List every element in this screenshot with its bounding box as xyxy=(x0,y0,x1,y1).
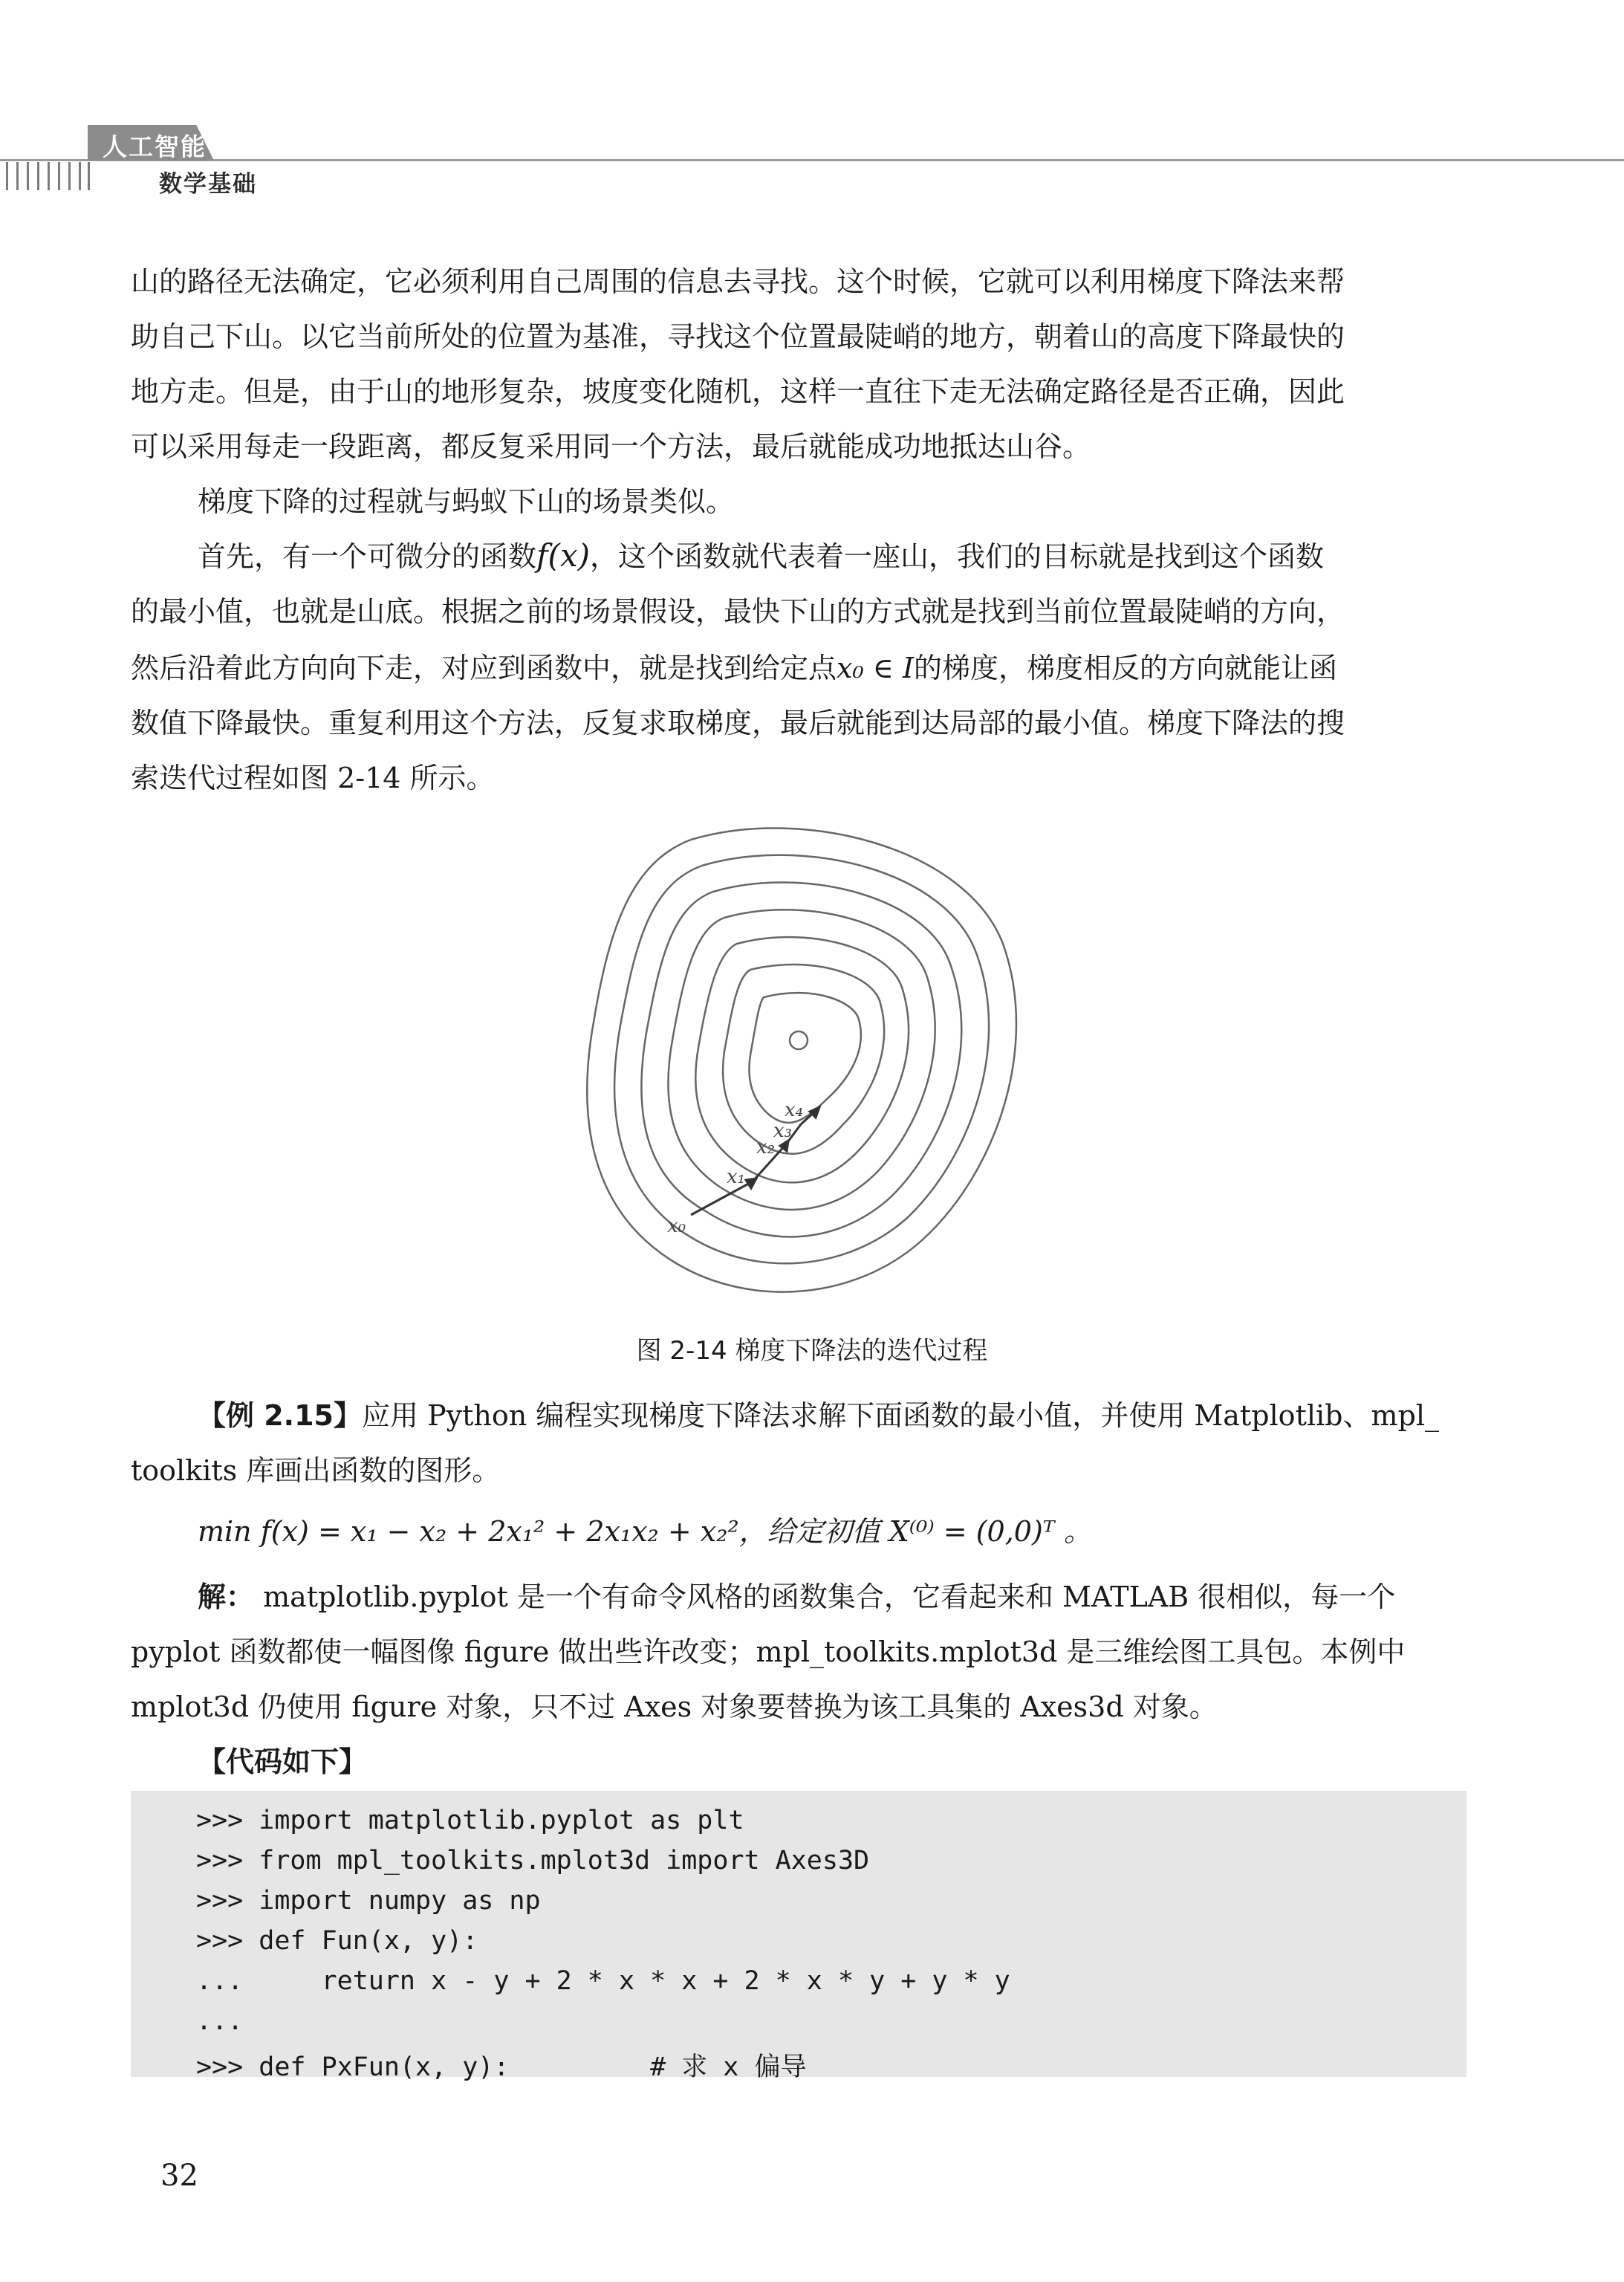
example-line1 xyxy=(198,1393,1439,1433)
iteration-path xyxy=(691,1107,819,1215)
header-rule xyxy=(0,159,1624,161)
paragraph3-text: 首先，有一个可微分的函数 xyxy=(198,540,537,573)
paragraph3-line4: 数值下降最快。重复利用这个方法，反复求取梯度，最后就能到达局部的最小值。梯度下降法的搜 xyxy=(131,707,1345,739)
label-x2: x₂ xyxy=(756,1136,776,1158)
example-line2: toolkits 库画出函数的图形。 xyxy=(131,1454,501,1487)
paragraph1-line: 地方走。但是，由于山的地形复杂，坡度变化随机，这样一直往下走无法确定路径是否正确，因此 xyxy=(131,375,1345,408)
solution-text: matplotlib.pyplot 是一个有命令风格的函数集合，它看起来和 MATLAB 很相似，每一个 xyxy=(263,1581,1396,1613)
code-line: >>> import numpy as np xyxy=(196,1886,541,1916)
solution-line2: pyplot 函数都使一幅图像 figure 做出些许改变；mpl_toolkits.mplot3d 是三维绘图工具包。本例中 xyxy=(131,1636,1406,1668)
code-line: >>> from mpl_toolkits.mplot3d import Axes3D xyxy=(196,1846,870,1876)
example-formula xyxy=(198,1508,1092,1549)
label-x3: x₃ xyxy=(773,1120,793,1142)
paragraph3-line3 xyxy=(131,645,1337,686)
paragraph2: 梯度下降的过程就与蚂蚁下山的场景类似。 xyxy=(198,485,735,518)
label-x1: x₁ xyxy=(727,1166,746,1188)
example-text: 应用 Python 编程实现梯度下降法求解下面函数的最小值，并使用 Matplotlib、mpl_ xyxy=(362,1399,1439,1432)
math-fx: f(x) xyxy=(536,537,591,574)
code-line: ... return x - y + 2 * x * x + 2 * x * y + y * y xyxy=(196,1966,1010,1996)
math-point: x₀ ∈ I xyxy=(837,652,914,684)
paragraph3-text: 然后沿着此方向向下走，对应到函数中，就是找到给定点 xyxy=(131,652,837,684)
paragraph3-line1 xyxy=(198,534,1324,574)
label-x4: x₄ xyxy=(785,1099,804,1121)
figure-caption: 图 2-14 梯度下降法的迭代过程 xyxy=(636,1336,988,1366)
paragraph3-text: 的梯度，梯度相反的方向就能让函 xyxy=(913,652,1337,684)
code-line: >>> def PxFun(x, y): # 求 x 偏导 xyxy=(196,2052,807,2082)
paragraph3-text: ，这个函数就代表着一座山，我们的目标就是找到这个函数 xyxy=(590,540,1325,573)
code-block xyxy=(131,1791,1467,2082)
header-decorative-bars xyxy=(0,162,93,192)
code-line: >>> def Fun(x, y): xyxy=(196,1926,478,1956)
paragraph1-line: 山的路径无法确定，它必须利用自己周围的信息去寻找。这个时候，它就可以利用梯度下降法来帮 xyxy=(131,265,1345,298)
code-line: ... xyxy=(196,2006,244,2036)
paragraph3-line5: 索迭代过程如图 2-14 所示。 xyxy=(131,762,495,794)
label-x0: x₀ xyxy=(667,1215,686,1237)
code-heading: 【代码如下】 xyxy=(198,1745,368,1778)
example-label: 【例 2.15】 xyxy=(198,1399,362,1432)
solution-line1 xyxy=(198,1574,1395,1615)
solution-label: 解： xyxy=(198,1581,255,1613)
paragraph1-line: 可以采用每走一段距离，都反复采用同一个方法，最后就能成功地抵达山谷。 xyxy=(131,430,1091,463)
solution-line3: mplot3d 仍使用 figure 对象，只不过 Axes 对象要替换为该工具集的 Axes3d 对象。 xyxy=(131,1691,1218,1723)
header-title-line1: 人工智能 xyxy=(103,132,207,161)
formula: min f(x) = x₁ − x₂ + 2x₁² + 2x₁x₂ + x₂²，给定初值 X⁽⁰⁾ = (0,0)ᵀ 。 xyxy=(198,1515,1092,1548)
page-number: 32 xyxy=(160,2159,198,2193)
paragraph1-line: 助自己下山。以它当前所处的位置为基准，寻找这个位置最陡峭的地方，朝着山的高度下降最快的 xyxy=(131,320,1345,353)
contour-figure xyxy=(565,825,1077,1308)
paragraph3-line2: 的最小值，也就是山底。根据之前的场景假设，最快下山的方式就是找到当前位置最陡峭的方向， xyxy=(131,595,1345,628)
contour-lines xyxy=(587,829,1016,1292)
code-line: >>> import matplotlib.pyplot as plt xyxy=(196,1806,744,1835)
header-title-line2: 数学基础 xyxy=(159,171,257,198)
